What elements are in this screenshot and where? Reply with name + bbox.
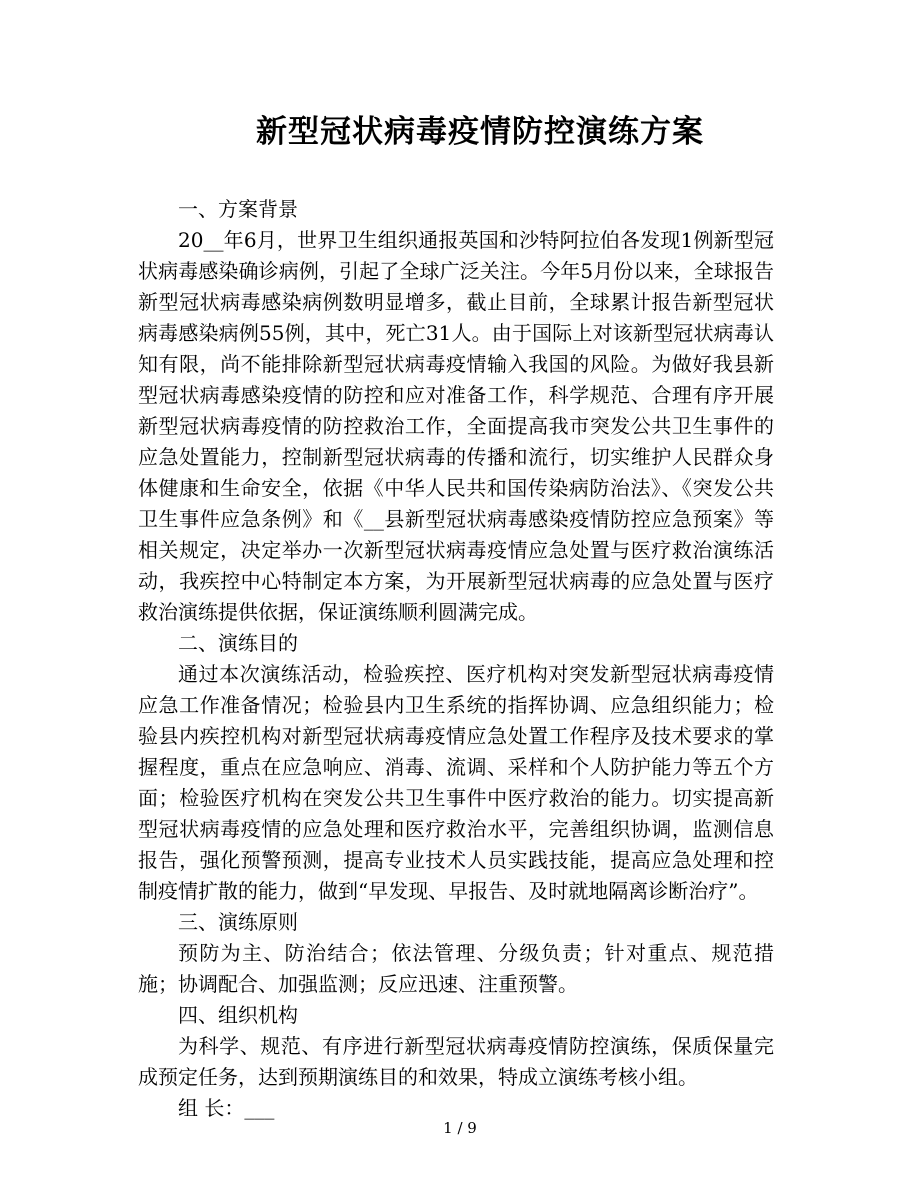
section-paragraph-background: 20__年6月，世界卫生组织通报英国和沙特阿拉伯各发现1例新型冠状病毒感染确诊病例，引起了全球广泛关注。今年5月份以来，全球报告新型冠状病毒感染病例数明显增多，截止目前，全球累计报告新型冠状病毒感染病例55例，其中，死亡31人。由于国际上对该新型冠状病毒认知有限，尚不能排除新型冠状病毒疫情输入我国的风险。为做好我县新型冠状病毒感染疫情的防控和应对准备工作，科学规范、合理有序开展新型冠状病毒疫情的防控救治工作，全面提高我市突发公共卫生事件的应急处置能力，控制新型冠状病毒的传播和流行，切实维护人民群众身体健康和生命安全，依据《中华人民共和国传染病防治法》、《突发公共卫生事件应急条例》和《__县新型冠状病毒感染疫情防控应急预案》等相关规定，决定举办一次新型冠状病毒疫情应急处置与医疗救治演练活动，我疾控中心特制定本方案，为开展新型冠状病毒的应急处置与医疗救治演练提供依据，保证演练顺利圆满完成。 bbox=[138, 228, 774, 624]
section-paragraph-principles: 预防为主、防治结合；依法管理、分级负责；针对重点、规范措施；协调配合、加强监测；反应迅速、注重预警。 bbox=[138, 941, 774, 996]
section-heading-purpose: 二、演练目的 bbox=[178, 631, 298, 655]
page-number: 1 / 9 bbox=[443, 1119, 477, 1137]
document-body bbox=[138, 194, 774, 1124]
team-leader-line: 组 长：___ bbox=[178, 1096, 275, 1120]
section-paragraph-purpose: 通过本次演练活动，检验疾控、医疗机构对突发新型冠状病毒疫情应急工作准备情况；检验县内卫生系统的指挥协调、应急组织能力；检验县内疾控机构对新型冠状病毒疫情应急处置工作程序及技术要求的掌握程度，重点在应急响应、消毒、流调、采样和个人防护能力等五个方面；检验医疗机构在突发公共卫生事件中医疗救治的能力。切实提高新型冠状病毒疫情的应急处理和医疗救治水平，完善组织协调，监测信息报告，强化预警预测，提高专业技术人员实践技能，提高应急处理和控制疫情扩散的能力，做到“早发现、早报告、及时就地隔离诊断治疗”。 bbox=[138, 662, 774, 903]
document-title: 新型冠状病毒疫情防控演练方案 bbox=[256, 114, 704, 150]
section-heading-principles: 三、演练原则 bbox=[178, 910, 298, 934]
section-heading-background: 一、方案背景 bbox=[178, 197, 298, 221]
section-heading-organization: 四、组织机构 bbox=[178, 1003, 298, 1027]
section-paragraph-organization: 为科学、规范、有序进行新型冠状病毒疫情防控演练，保质保量完成预定任务，达到预期演练目的和效果，特成立演练考核小组。 bbox=[138, 1034, 774, 1089]
